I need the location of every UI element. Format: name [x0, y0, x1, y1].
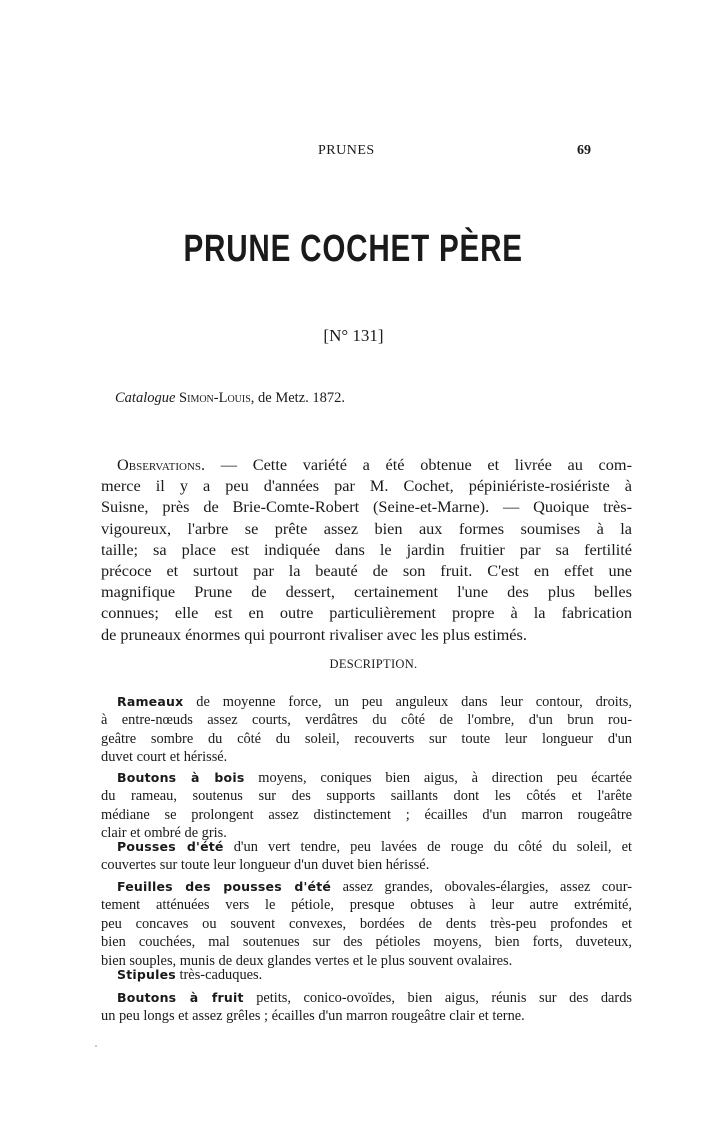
entry-term: Rameaux [117, 694, 184, 709]
entry-term: Pousses d'été [117, 839, 224, 854]
observations-line: merce il y a peu d'années par M. Cochet, pépiniériste-rosiériste à [101, 476, 632, 496]
running-head: PRUNES [318, 143, 375, 158]
description-entry-stipules: Stipules très-caduques. [117, 967, 263, 983]
observations-line: connues; elle est en outre particulièrement propre à la fabrication [101, 603, 632, 623]
page-number: 69 [577, 143, 591, 158]
entry-term: Stipules [117, 967, 176, 982]
observations-paragraph [101, 454, 632, 645]
variety-number: [N° 131] [323, 326, 384, 345]
description-entry-feuilles: Feuilles des pousses d'été assez grandes, obovales-élargies, assez cour- tement atténuées vers le pétiole, presque obtuses à leur autre extrémité, peu concaves ou souvent convexes, bordées de dents très-peu profondes et bien couchées, mal soutenues sur des pétioles moyens, bien forts, duveteux, bien souples, munis de deux glandes vertes et le plus souvent ovalaires. [101, 879, 632, 969]
scan-speck [95, 1045, 97, 1047]
observations-line: Observations. — Cette variété a été obtenue et livrée au com- [117, 455, 632, 474]
description-entry-boutons-a-fruit: Boutons à fruit petits, conico-ovoïdes, bien aigus, réunis sur des dards un peu longs et assez grêles ; écailles d'un marron rougeâtre clair et terne. [101, 990, 632, 1025]
entry-term: Feuilles des pousses d'été [117, 879, 332, 894]
catalogue-author: Simon-Louis [179, 390, 251, 406]
observations-line: taille; sa place est indiquée dans le jardin fruitier par sa fertilité [101, 539, 632, 559]
entry-term: Boutons à fruit [117, 990, 244, 1005]
catalogue-rest: , de Metz. 1872. [250, 390, 346, 406]
description-entry-rameaux: Rameaux de moyenne force, un peu anguleux dans leur contour, droits, à entre-nœuds assez courts, verdâtres du côté de l'ombre, d'un brun rou- geâtre sombre du côté du soleil, recouverts sur toute leur longueur d'un duvet court et hérissé. [101, 694, 632, 766]
observations-line: vigoureux, l'arbre se prête assez bien aux formes soumises à la [101, 518, 632, 538]
catalogue-prefix: Catalogue [115, 390, 176, 406]
observations-label: Observations. [117, 455, 206, 474]
observations-line: de pruneaux énormes qui pourront rivaliser avec les plus estimés. [101, 624, 527, 644]
description-entry-boutons-a-bois: Boutons à bois moyens, coniques bien aigus, à direction peu écartée du rameau, soutenus sur des supports saillants dont les côtés et l'arête médiane se prolongent assez distinctement ; écailles d'un marron rougeâtre clair et ombré de gris. [101, 770, 632, 842]
observations-line: Suisne, près de Brie-Comte-Robert (Seine-et-Marne). — Quoique très- [101, 497, 632, 517]
entry-term: Boutons à bois [117, 770, 245, 785]
page-title: PRUNE COCHET PÈRE [183, 228, 523, 270]
description-heading: DESCRIPTION. [329, 657, 418, 671]
catalogue-reference [115, 390, 345, 407]
description-entry-pousses-d-ete: Pousses d'été d'un vert tendre, peu lavées de rouge du côté du soleil, et couvertes sur toute leur longueur d'un duvet bien hérissé. [101, 839, 632, 874]
observations-line: magnifique Prune de dessert, certainement l'une des plus belles [101, 582, 632, 602]
observations-line: précoce et surtout par la beauté de son fruit. C'est en effet une [101, 560, 632, 580]
